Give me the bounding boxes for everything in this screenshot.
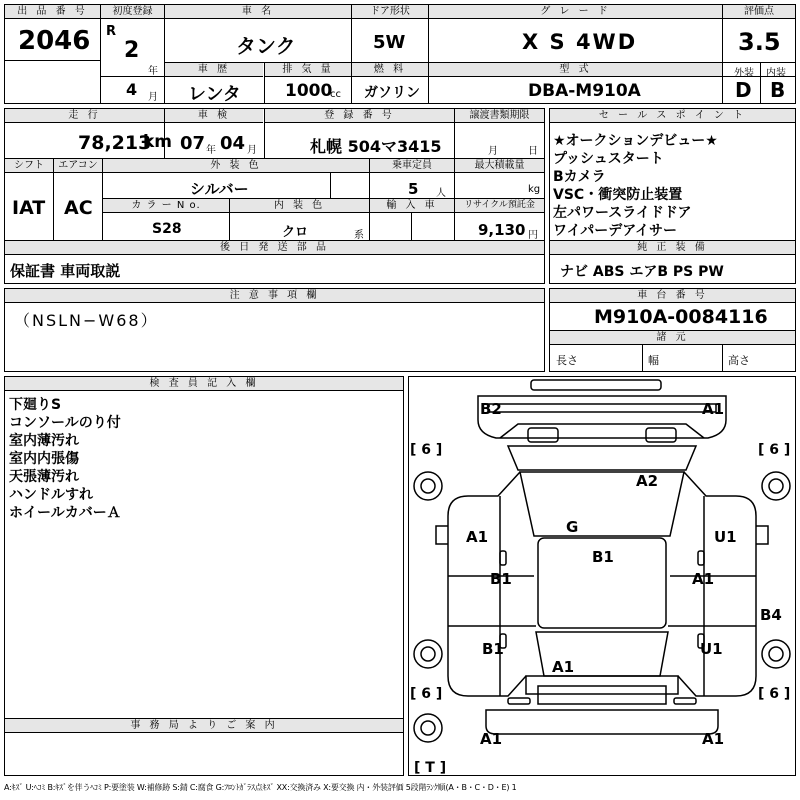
mileage: 78,213 bbox=[78, 132, 152, 154]
chassis-number: M910A-0084116 bbox=[594, 306, 768, 328]
int-color-unit: 系 bbox=[354, 230, 364, 241]
damage-mark: A1 bbox=[692, 570, 715, 588]
notes-label: 注 意 事 項 欄 bbox=[5, 289, 544, 303]
color-no: S28 bbox=[152, 221, 182, 237]
capacity-unit: 人 bbox=[436, 188, 446, 199]
inspection-year: 07 bbox=[180, 133, 206, 154]
sales-point: 左パワースライドドア bbox=[553, 205, 692, 221]
lot-label: 出 品 番 号 bbox=[5, 5, 100, 19]
grade: X S 4WD bbox=[522, 30, 638, 54]
damage-mark: A1 bbox=[702, 730, 725, 748]
inspector-note: ハンドルすれ bbox=[9, 487, 93, 503]
damage-mark: U1 bbox=[700, 640, 723, 658]
damage-mark: A1 bbox=[480, 730, 503, 748]
inspector-note: 室内内張傷 bbox=[9, 451, 79, 467]
mileage-label: 走 行 bbox=[5, 109, 164, 123]
tire-tread: [ T ] bbox=[414, 760, 447, 776]
sales-point: ワイパーデアイサー bbox=[553, 223, 678, 239]
first-reg-month: 4 bbox=[126, 80, 138, 99]
score-ext-label: 外装 bbox=[734, 68, 754, 79]
inspector-note: 室内薄汚れ bbox=[9, 433, 79, 449]
chassis-label: 車 台 番 号 bbox=[550, 289, 795, 303]
car-diagram bbox=[408, 376, 796, 776]
car-name-label: 車 名 bbox=[165, 5, 351, 19]
score-int: B bbox=[770, 78, 786, 102]
equipment: ナビ ABS エアB PS PW bbox=[560, 264, 724, 280]
dims-width: 幅 bbox=[648, 354, 659, 367]
first-reg-era: R bbox=[106, 24, 117, 39]
int-color: クロ bbox=[282, 225, 309, 240]
shift: IAT bbox=[12, 197, 46, 219]
damage-mark: B1 bbox=[490, 570, 512, 588]
sales-point: ★オークションデビュー★ bbox=[553, 133, 718, 149]
damage-mark: B1 bbox=[482, 640, 504, 658]
aircon: AC bbox=[64, 197, 93, 219]
tire-tread: [ 6 ] bbox=[758, 686, 791, 702]
transfer-month-unit: 月 bbox=[488, 146, 498, 157]
fuel-label: 燃 料 bbox=[352, 63, 428, 77]
plate-number: 札幌 504マ3415 bbox=[310, 137, 442, 156]
sales-point: Bカメラ bbox=[553, 169, 606, 185]
dims-height: 高さ bbox=[728, 354, 750, 367]
ext-color-label: 外 装 色 bbox=[103, 159, 369, 173]
recycle-label: リサイクル預託金 bbox=[455, 199, 544, 213]
capacity: 5 bbox=[408, 180, 419, 198]
legend: A:ｷｽﾞ U:ﾍｺﾐ B:ｷｽﾞを伴うﾍｺﾐ P:要塗装 W:補修跡 S:錆 C:腐食 G:ﾌﾛﾝﾄｶﾞﾗｽ点ｷｽﾞ XX:交換済み X:要交換 内・外装評価 5段階ﾗﾝｸ順(A・B・C・D・E) 1 bbox=[4, 783, 517, 792]
damage-mark: A1 bbox=[552, 658, 575, 676]
damage-mark: B4 bbox=[760, 606, 782, 624]
max-load-label: 最大積載量 bbox=[455, 159, 544, 173]
score-label: 評価点 bbox=[723, 5, 795, 19]
lot-number: 2046 bbox=[18, 26, 91, 56]
damage-mark: B2 bbox=[480, 400, 502, 418]
transfer-label: 譲渡書類期限 bbox=[455, 109, 544, 123]
score-value: 3.5 bbox=[738, 28, 781, 56]
plate-label: 登 録 番 号 bbox=[265, 109, 454, 123]
recycle-unit: 円 bbox=[528, 230, 538, 241]
recycle-fee: 9,130 bbox=[478, 221, 526, 239]
door-type: 5W bbox=[373, 32, 406, 53]
damage-mark: G bbox=[566, 518, 579, 536]
damage-mark: A2 bbox=[636, 472, 659, 490]
inspection-month: 04 bbox=[220, 133, 246, 154]
door-label: ドア形状 bbox=[352, 5, 428, 19]
mileage-unit: km bbox=[143, 132, 173, 152]
equipment-label: 純 正 装 備 bbox=[550, 241, 795, 255]
score-ext: D bbox=[735, 78, 752, 102]
history-label: 車 歴 bbox=[165, 63, 263, 77]
sales-point: VSC・衝突防止装置 bbox=[553, 187, 683, 203]
inspection-label: 車 検 bbox=[165, 109, 263, 123]
capacity-label: 乗車定員 bbox=[370, 159, 454, 173]
color-no-label: カ ラ ー N o. bbox=[103, 199, 229, 213]
history: レンタ bbox=[188, 84, 241, 105]
dims-length: 長さ bbox=[556, 354, 578, 367]
ext-color: シルバー bbox=[190, 180, 249, 198]
damage-mark: A1 bbox=[702, 400, 725, 418]
later-parts: 保証書 車両取説 bbox=[10, 262, 121, 280]
fuel: ガソリン bbox=[364, 85, 420, 101]
displacement-unit: cc bbox=[330, 89, 341, 100]
tire-tread: [ 6 ] bbox=[410, 442, 443, 458]
max-load-unit: kg bbox=[528, 184, 541, 195]
office-label: 事 務 局 よ り ご 案 内 bbox=[5, 719, 403, 733]
damage-mark: B1 bbox=[592, 548, 614, 566]
inspector-note: 下廻りS bbox=[9, 397, 62, 413]
grade-label: グ レ ー ド bbox=[429, 5, 722, 19]
displacement-label: 排 気 量 bbox=[265, 63, 351, 77]
displacement: 1000 bbox=[285, 81, 333, 101]
first-reg-label: 初度登録 bbox=[101, 5, 164, 19]
first-reg-year: 2 bbox=[124, 38, 140, 63]
inspector-note: コンソールのり付 bbox=[9, 415, 121, 431]
sales-point: プッシュスタート bbox=[553, 151, 664, 167]
model: DBA-M910A bbox=[528, 81, 641, 101]
tire-tread: [ 6 ] bbox=[758, 442, 791, 458]
inspector-label: 検 査 員 記 入 欄 bbox=[5, 377, 403, 391]
transfer-day-unit: 日 bbox=[528, 146, 538, 157]
inspector-note: ホイールカバーＡ bbox=[9, 505, 121, 521]
import-label: 輸 入 車 bbox=[370, 199, 454, 213]
notes: （NSLN−W68） bbox=[14, 311, 159, 330]
first-reg-year-unit: 年 bbox=[148, 66, 158, 77]
model-label: 型 式 bbox=[429, 63, 722, 77]
aircon-label: エアコン bbox=[54, 159, 102, 173]
inspector-note: 天張薄汚れ bbox=[9, 469, 79, 485]
later-parts-label: 後 日 発 送 部 品 bbox=[5, 241, 544, 255]
sales-points-label: セ ー ル ス ポ イ ン ト bbox=[550, 109, 795, 123]
tire-tread: [ 6 ] bbox=[410, 686, 443, 702]
damage-mark: U1 bbox=[714, 528, 737, 546]
inspection-month-unit: 月 bbox=[247, 145, 257, 156]
car-name: タンク bbox=[236, 34, 296, 58]
shift-label: シフト bbox=[5, 159, 53, 173]
damage-mark: A1 bbox=[466, 528, 489, 546]
int-color-label: 内 装 色 bbox=[230, 199, 369, 213]
inspection-year-unit: 年 bbox=[206, 145, 216, 156]
score-int-label: 内装 bbox=[766, 68, 786, 79]
dims-label: 諸 元 bbox=[550, 331, 795, 345]
first-reg-month-unit: 月 bbox=[148, 92, 158, 103]
